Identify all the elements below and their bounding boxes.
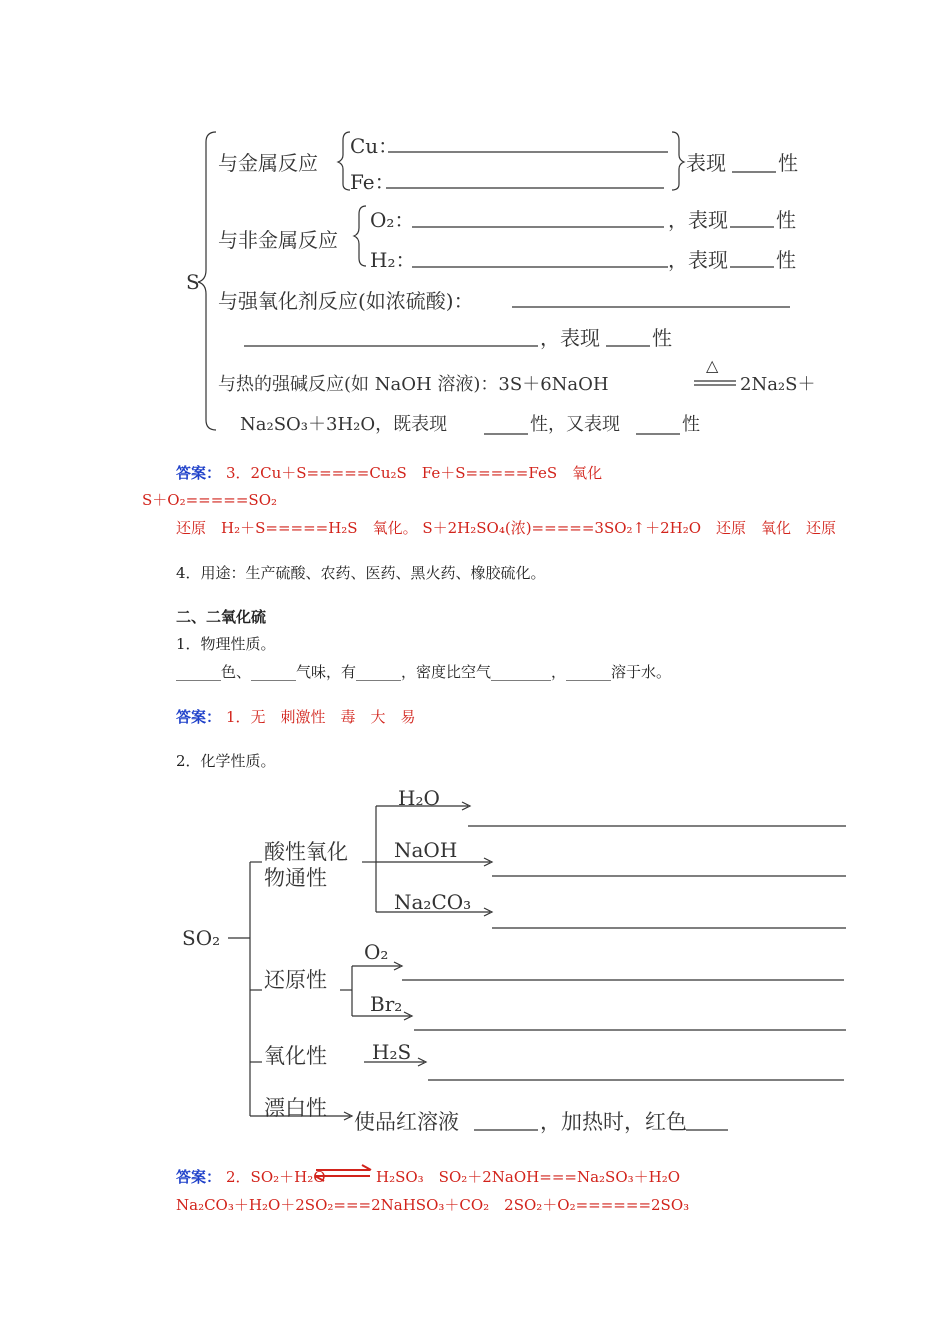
acidic-oxide-label-1: 酸性氧化 (264, 840, 348, 864)
o2-label: O₂： (370, 208, 415, 232)
answer-1-text: 1．无 刺激性 毒 大 易 (226, 708, 416, 726)
oxidizer-xing-label: 性 (652, 326, 672, 350)
base-xing2: 性 (682, 414, 700, 435)
nonmetal-reaction-label: 与非金属反应 (218, 228, 338, 252)
section-title: 二、二氧化硫 (176, 608, 267, 626)
br2-reagent: Br₂ (370, 992, 403, 1016)
sulfur-symbol: S (186, 270, 200, 294)
o2-reagent: O₂ (364, 940, 389, 964)
heat-text: ，加热时，红色 (540, 1110, 687, 1134)
uses-text: 4．用途：生产硫酸、农药、医药、黑火药、橡胶硫化。 (176, 564, 546, 582)
oxidizer-show-label: ，表现 (540, 326, 600, 350)
answer-3-line2: S＋O₂=====SO₂ (142, 491, 278, 509)
h2o-reagent: H₂O (398, 786, 440, 810)
answer-3-line1: 3．2Cu＋S=====Cu₂S Fe＋S=====FeS 氧化 (226, 464, 603, 482)
so2-tree-lines (0, 770, 950, 1150)
answer-label: 答案： (176, 1168, 222, 1186)
metal-show-label: 表现 (686, 151, 726, 175)
answer-3-line3: 还原 H₂＋S=====H₂S 氧化。 S＋2H₂SO₄(浓)=====3SO₂↑＋2H₂O 还原 氧化 还原 (176, 519, 837, 537)
nonmetal-show-o2: ，表现 (668, 208, 728, 232)
h2s-reagent: H₂S (372, 1040, 412, 1064)
base-product: 2Na₂S＋ (740, 374, 816, 395)
answer-2-line1b: H₂SO₃ SO₂＋2NaOH===Na₂SO₃＋H₂O (376, 1168, 681, 1186)
reversible-arrow-icon (314, 1162, 374, 1184)
physical-fill-line: ______色、______气味，有______，密度比空气________，______溶于水。 (176, 663, 672, 681)
answer-2-line1a: 2．SO₂＋H₂O (226, 1168, 326, 1186)
physical-title: 1．物理性质。 (176, 635, 276, 653)
fe-label: Fe： (350, 170, 395, 194)
na2co3-reagent: Na₂CO₃ (394, 890, 472, 914)
so2-root-label: SO₂ (182, 926, 221, 950)
heat-delta-symbol: △ (706, 356, 719, 375)
nonmetal-show-h2: ，表现 (668, 248, 728, 272)
nonmetal-xing-o2: 性 (776, 208, 796, 232)
bleach-text: 使品红溶液 (354, 1110, 459, 1134)
oxidizing-label: 氧化性 (264, 1044, 327, 1068)
base-reaction-line2: Na₂SO₃＋3H₂O，既表现 (240, 414, 448, 435)
metal-reaction-label: 与金属反应 (218, 151, 318, 175)
metal-xing-label: 性 (778, 151, 798, 175)
acidic-oxide-label-2: 物通性 (264, 866, 327, 890)
answer-label: 答案： (176, 464, 222, 482)
nonmetal-xing-h2: 性 (776, 248, 796, 272)
bleaching-label: 漂白性 (264, 1096, 327, 1120)
answer-label: 答案： (176, 708, 222, 726)
base-reaction-label: 与热的强碱反应(如 NaOH 溶液)：3S＋6NaOH (218, 374, 609, 395)
base-xing1: 性，又表现 (530, 414, 620, 435)
h2-label: H₂： (370, 248, 416, 272)
chemical-title: 2．化学性质。 (176, 752, 276, 770)
answer-2-line2: Na₂CO₃＋H₂O＋2SO₂===2NaHSO₃＋CO₂ 2SO₂＋O₂======2SO₃ (176, 1196, 690, 1214)
naoh-reagent: NaOH (394, 838, 458, 862)
reducing-label: 还原性 (264, 968, 327, 992)
cu-label: Cu： (350, 134, 399, 158)
oxidizer-reaction-label: 与强氧化剂反应(如浓硫酸)： (218, 289, 474, 313)
